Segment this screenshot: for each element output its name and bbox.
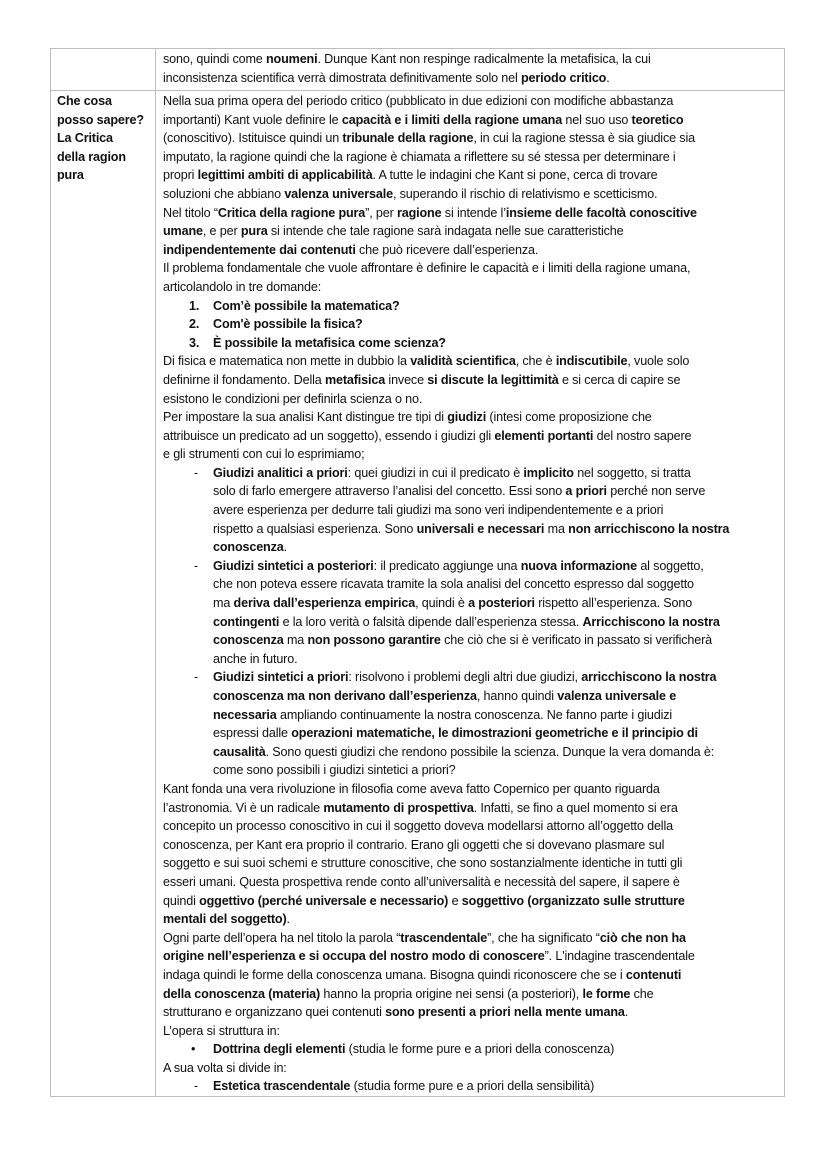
bold-text: Com'è possibile la fisica?: [213, 317, 363, 332]
bold-text: non possono garantire: [307, 633, 441, 648]
dash-marker: -: [194, 558, 199, 573]
topic-label-line: pura: [57, 168, 84, 183]
text: si intende l’: [441, 205, 506, 220]
bold-text: si discute la legittimità: [427, 372, 559, 387]
text: : il predicato aggiunge una: [373, 558, 521, 573]
bold-text: mentali del soggetto): [163, 912, 287, 927]
text: perché non serve: [606, 484, 706, 499]
list-continuation-line: [163, 501, 784, 520]
paragraph-line: [163, 947, 784, 966]
bold-text: validità scientifica: [410, 354, 516, 369]
text: avere esperienza per dedurre tali giudizi ma sono veri indipendentemente e a priori: [213, 503, 664, 518]
topic-label-line: Che cosa: [57, 94, 112, 108]
text: strutturano e organizzano quei contenuti: [163, 1005, 386, 1020]
text: Di fisica e matematica non mette in dubbio la: [163, 354, 411, 369]
text: , che è: [515, 354, 556, 369]
paragraph-line: [163, 222, 784, 241]
text: del nostro sapere: [593, 428, 692, 443]
dash-marker: -: [194, 1079, 199, 1094]
bold-text: della conoscenza (materia): [163, 986, 321, 1001]
bold-text: conoscenza: [213, 633, 284, 648]
bold-text: Estetica trascendentale: [213, 1079, 351, 1094]
text: L’opera si struttura in:: [163, 1023, 280, 1038]
list-continuation-line: [163, 538, 784, 557]
content-cell: [156, 49, 784, 90]
bold-text: periodo critico: [521, 70, 607, 85]
text: , quindi è: [415, 596, 469, 611]
list-number: 1.: [189, 298, 200, 313]
paragraph-line: [163, 259, 784, 278]
paragraph-line: [163, 1059, 784, 1078]
paragraph-line: [163, 50, 784, 69]
text: che non poteva essere ricavata tramite la sola analisi del concetto espresso dal soggetto: [213, 577, 694, 592]
text: (studia forme pure e a priori della sensibilità): [350, 1079, 595, 1094]
bold-text: metafisica: [324, 372, 386, 387]
paragraph-line: [163, 780, 784, 799]
bold-text: conoscenza: [213, 540, 284, 555]
paragraph-line: [163, 371, 784, 390]
bold-text: a priori: [565, 484, 607, 499]
numbered-list-item: [163, 315, 784, 334]
topic-label-line: posso sapere?: [57, 112, 144, 127]
text: che può ricevere dall’esperienza.: [355, 242, 539, 257]
paragraph-line: [163, 278, 784, 297]
list-continuation-line: [163, 743, 784, 762]
bold-text: le forme: [582, 986, 631, 1001]
bold-text: causalità: [213, 744, 266, 759]
list-continuation-line: [163, 594, 784, 613]
text: indaga quindi le forme della conoscenza umana. Bisogna quindi riconoscere che se i: [163, 967, 626, 982]
bold-text: sono presenti a priori nella mente umana: [385, 1005, 625, 1020]
text: : quei giudizi in cui il predicato è: [347, 465, 524, 480]
text: (studia le forme pure e a priori della conoscenza): [345, 1042, 615, 1057]
dash-marker: -: [194, 670, 199, 685]
text: invece: [385, 372, 428, 387]
bold-text: deriva dall’esperienza empirica: [233, 596, 416, 611]
text: Il problema fondamentale che vuole affrontare è definire le capacità e i limiti della ragione umana,: [163, 261, 691, 276]
bold-text: noumeni: [266, 52, 318, 66]
paragraph-line: [163, 352, 784, 371]
bold-text: universali e necessari: [416, 521, 545, 536]
topic-label-line: La Critica: [57, 131, 113, 146]
bold-text: indipendentemente dai contenuti: [163, 242, 356, 257]
text: definirne il fondamento. Della: [163, 372, 325, 387]
table-row: [51, 90, 784, 1096]
text: solo di farlo emergere attraverso l’analisi del concetto. Essi sono: [213, 484, 566, 499]
text: esseri umani. Questa prospettiva rende conto all’universalità e necessità del sapere, il sapere è: [163, 874, 680, 889]
bold-text: arricchiscono la nostra: [581, 670, 717, 685]
paragraph-line: [163, 408, 784, 427]
text: .: [283, 540, 287, 555]
text: ”. L'indagine trascendentale: [544, 949, 695, 964]
bold-text: valenza universale: [284, 186, 393, 201]
text: ma: [283, 633, 308, 648]
text: . A tutte le indagini che Kant si pone, cerca di trovare: [372, 168, 658, 183]
text: A sua volta si divide in:: [163, 1060, 287, 1075]
text: e la loro verità o falsità dipende dall’esperienza stessa.: [279, 614, 583, 629]
text: Nella sua prima opera del periodo critico (pubblicato in due edizioni con modifiche abbastanza: [163, 94, 674, 108]
text: ”, che ha significato “: [487, 930, 600, 945]
paragraph-line: [163, 92, 784, 111]
bold-text: Giudizi sintetici a posteriori: [213, 558, 374, 573]
paragraph-line: [163, 185, 784, 204]
bold-text: insieme delle facoltà conoscitive: [505, 205, 697, 220]
text: .: [286, 912, 290, 927]
text: nel suo uso: [562, 112, 632, 127]
text: , superando il rischio di relativismo e scetticismo.: [392, 186, 658, 201]
bold-text: Dottrina degli elementi: [213, 1042, 346, 1057]
text: rispetto all’esperienza. Sono: [534, 596, 693, 611]
bold-text: soggettivo (organizzato sulle strutture: [461, 893, 685, 908]
bold-text: implicito: [523, 465, 574, 480]
text: rispetto a qualsiasi esperienza. Sono: [213, 521, 417, 536]
paragraph-line: [163, 910, 784, 929]
text: hanno la propria origine nei sensi (a posteriori),: [320, 986, 583, 1001]
text: ampliando continuamente la nostra conoscenza. Ne fanno parte i giudizi: [276, 707, 673, 722]
bullet-icon: •: [191, 1042, 196, 1057]
paragraph-line: [163, 854, 784, 873]
list-continuation-line: [163, 724, 784, 743]
list-number: 3.: [189, 335, 200, 350]
bold-text: ciò che non ha: [599, 930, 686, 945]
text: ”, per: [365, 205, 398, 220]
paragraph-line: [163, 69, 784, 88]
text: propri: [163, 168, 198, 183]
text: ma: [213, 596, 234, 611]
paragraph-line: [163, 427, 784, 446]
bold-text: mutamento di prospettiva: [323, 800, 474, 815]
paragraph-line: [163, 445, 784, 464]
bold-text: Giudizi sintetici a priori: [213, 670, 349, 685]
bold-text: contenuti: [625, 967, 682, 982]
text: . Infatti, se fino a quel momento si era: [473, 800, 678, 815]
bold-text: contingenti: [213, 614, 280, 629]
paragraph-line: [163, 892, 784, 911]
bold-text: necessaria: [213, 707, 277, 722]
dash-marker: -: [194, 465, 199, 480]
text: e: [448, 893, 462, 908]
paragraph-line: [163, 390, 784, 409]
topic-label-line: della ragion: [57, 149, 126, 164]
content-cell: [156, 91, 784, 1096]
text: anche in futuro.: [213, 651, 298, 666]
bold-text: È possibile la metafisica come scienza?: [213, 335, 446, 350]
paragraph-line: [163, 817, 784, 836]
paragraph-line: [163, 129, 784, 148]
bold-text: a posteriori: [468, 596, 535, 611]
text: esistono le condizioni per definirla scienza o no.: [163, 391, 423, 406]
text: si intende che tale ragione sarà indagata nelle sue caratteristiche: [267, 224, 624, 239]
list-continuation-line: [163, 575, 784, 594]
notes-table: [50, 48, 785, 1097]
text: nel soggetto, si tratta: [573, 465, 691, 480]
dash-list-item: [163, 464, 784, 483]
bold-text: umane: [163, 224, 203, 239]
text: quindi: [163, 893, 200, 908]
paragraph-line: [163, 985, 784, 1004]
bold-text: oggettivo (perché universale e necessario): [199, 893, 449, 908]
paragraph-line: [163, 799, 784, 818]
bold-text: tribunale della ragione: [342, 131, 474, 146]
text: soluzioni che abbiano: [163, 186, 285, 201]
list-continuation-line: [163, 706, 784, 725]
bold-text: Critica della ragione pura: [217, 205, 366, 220]
list-continuation-line: [163, 631, 784, 650]
bold-text: valenza universale e: [557, 689, 677, 703]
text: sono, quindi come: [163, 52, 267, 66]
text: come sono possibili i giudizi sintetici a priori?: [213, 763, 456, 778]
text: Ogni parte dell’opera ha nel titolo la parola “: [163, 930, 401, 945]
paragraph-line: [163, 241, 784, 260]
dash-list-item: [163, 1077, 784, 1096]
list-continuation-line: [163, 482, 784, 501]
text: (conoscitivo). Istituisce quindi un: [163, 131, 343, 146]
bold-text: indiscutibile: [555, 354, 628, 369]
text: (intesi come proposizione che: [486, 410, 652, 425]
text: espressi dalle: [213, 726, 292, 741]
paragraph-line: [163, 929, 784, 948]
bold-text: pura: [240, 224, 268, 239]
paragraph-line: [163, 111, 784, 130]
bullet-list-item: [163, 1040, 784, 1059]
paragraph-line: [163, 1003, 784, 1022]
list-number: 2.: [189, 317, 200, 332]
bold-text: elementi portanti: [494, 428, 594, 443]
bold-text: operazioni matematiche, le dimostrazioni geometriche e il principio di: [291, 726, 698, 741]
text: l’astronomia. Vi è un radicale: [163, 800, 324, 815]
list-continuation-line: [163, 613, 784, 632]
text: .: [606, 70, 610, 85]
paragraph-line: [163, 966, 784, 985]
text: , vuole solo: [627, 354, 690, 369]
bold-text: conoscenza ma non derivano dall’esperienza: [213, 689, 477, 703]
list-continuation-line: [163, 687, 784, 706]
numbered-list-item: [163, 297, 784, 316]
text: ma: [544, 521, 569, 536]
numbered-list-item: [163, 334, 784, 353]
bold-text: nuova informazione: [520, 558, 637, 573]
text: e gli strumenti con cui lo esprimiamo;: [163, 447, 365, 462]
text: concepito un processo conoscitivo in cui il soggetto doveva modellarsi attorno all’oggetto della: [163, 819, 673, 834]
paragraph-line: [163, 204, 784, 223]
text: conoscenza, per Kant era proprio il contrario. Erano gli oggetti che si dovevano plasmare sul: [163, 837, 665, 852]
text: articolandolo in tre domande:: [163, 279, 322, 294]
text: che: [630, 986, 654, 1001]
text: inconsistenza scientifica verrà dimostrata definitivamente solo nel: [163, 70, 521, 85]
bold-text: giudizi: [447, 410, 487, 425]
topic-cell: [51, 49, 156, 90]
text: soggetto e sui suoi schemi e strutture conoscitive, che sono sostanzialmente identiche in tutti gli: [163, 856, 683, 871]
dash-list-item: [163, 557, 784, 576]
topic-cell: [51, 91, 156, 1096]
text: , hanno quindi: [476, 689, 558, 703]
list-continuation-line: [163, 520, 784, 539]
bold-text: ragione: [397, 205, 442, 220]
list-continuation-line: [163, 650, 784, 669]
text: . Dunque Kant non respinge radicalmente la metafisica, la cui: [317, 52, 651, 66]
text: : risolvono i problemi degli altri due giudizi,: [348, 670, 582, 685]
bold-text: capacità e i limiti della ragione umana: [341, 112, 563, 127]
text: Per impostare la sua analisi Kant distingue tre tipi di: [163, 410, 448, 425]
bold-text: legittimi ambiti di applicabilità: [197, 168, 373, 183]
bold-text: origine nell’esperienza e si occupa del nostro modo di conoscere: [163, 949, 545, 964]
text: , in cui la ragione stessa è sia giudice sia: [473, 131, 695, 146]
list-continuation-line: [163, 761, 784, 780]
paragraph-line: [163, 1022, 784, 1041]
text: al soggetto,: [636, 558, 704, 573]
text: che ciò che si è verificato in passato si verificherà: [440, 633, 712, 648]
text: .: [624, 1005, 629, 1020]
text: attribuisce un predicato ad un soggetto), essendo i giudizi gli: [163, 428, 495, 443]
text: e si cerca di capire se: [558, 372, 681, 387]
text: Kant fonda una vera rivoluzione in filosofia come aveva fatto Copernico per quanto riguarda: [163, 781, 660, 796]
dash-list-item: [163, 668, 784, 687]
bold-text: Com’è possibile la matematica?: [213, 298, 400, 313]
bold-text: non arricchiscono la nostra: [568, 521, 730, 536]
bold-text: trascendentale: [400, 930, 488, 945]
bold-text: Arricchiscono la nostra: [582, 614, 720, 629]
text: Nel titolo “: [163, 205, 218, 220]
text: . Sono questi giudizi che rendono possibile la scienza. Dunque la vera domanda è:: [265, 744, 715, 759]
paragraph-line: [163, 873, 784, 892]
paragraph-line: [163, 166, 784, 185]
bold-text: teoretico: [631, 112, 684, 127]
text: imputato, la ragione quindi che la ragione è chiamata a riflettere su sé stessa per determinare i: [163, 149, 676, 164]
bold-text: Giudizi analitici a priori: [213, 465, 348, 480]
paragraph-line: [163, 148, 784, 167]
paragraph-line: [163, 836, 784, 855]
text: , e per: [202, 224, 241, 239]
text: importanti) Kant vuole definire le: [163, 112, 342, 127]
table-row: [51, 49, 784, 90]
